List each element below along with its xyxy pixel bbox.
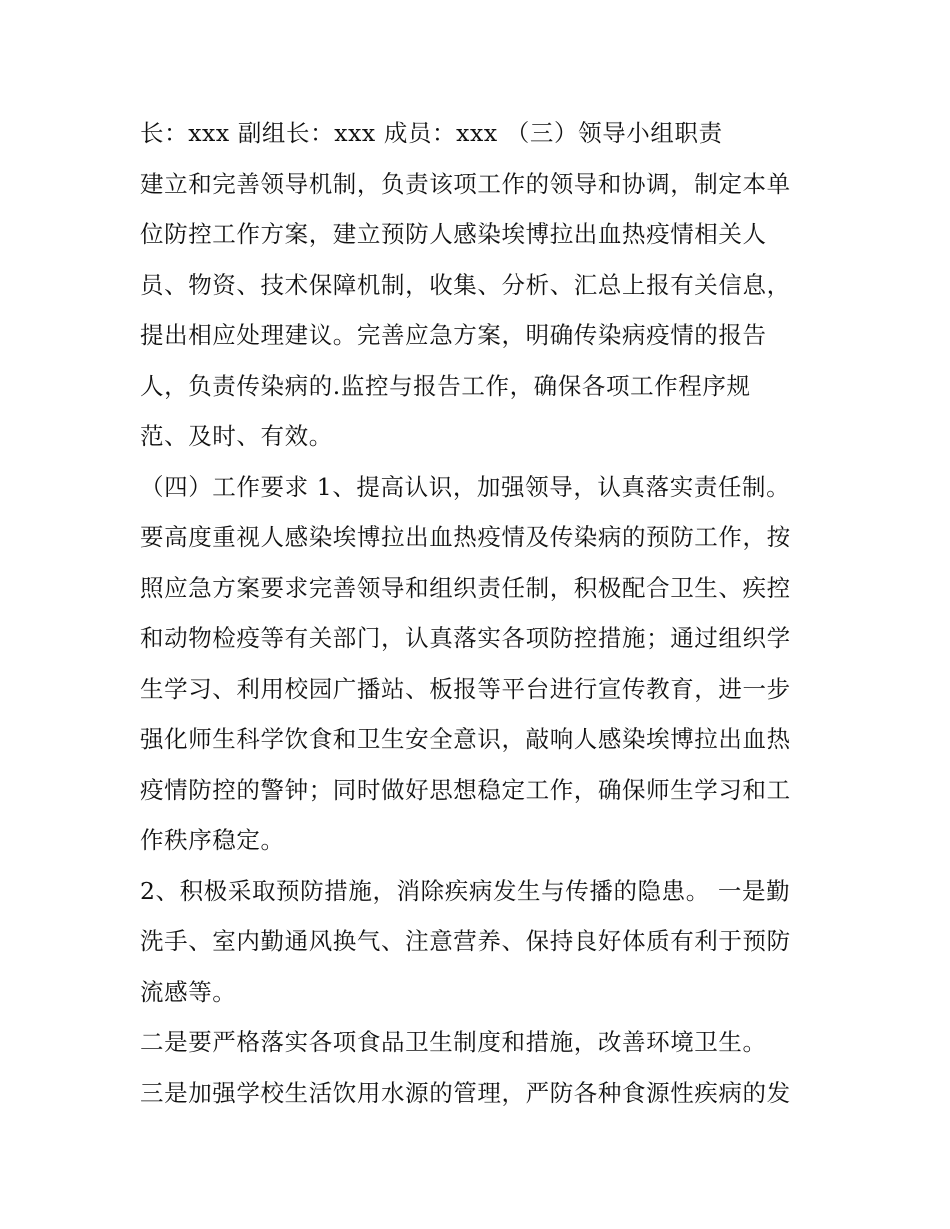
- document-body: [140, 108, 830, 1118]
- text-line: 流感等。: [140, 977, 237, 1006]
- text-line: 要高度重视人感染埃博拉出血热疫情及传染病的预防工作，按: [140, 523, 791, 551]
- text-line: 二是要严格落实各项食品卫生制度和措施，改善环境卫生。: [140, 1028, 767, 1056]
- text-line: 员、物资、技术保障机制，收集、分析、汇总上报有关信息，: [140, 270, 791, 299]
- text-line: 位防控工作方案，建立预防人感染埃博拉出血热疫情相关人: [140, 220, 767, 248]
- text-line: 照应急方案要求完善领导和组织责任制，积极配合卫生、疾控: [140, 573, 791, 602]
- text-line: 洗手、室内勤通风换气、注意营养、保持良好体质有利于预防: [140, 927, 791, 955]
- text-line: 疫情防控的警钟；同时做好思想稳定工作，确保师生学习和工: [140, 775, 791, 804]
- text-line: 作秩序稳定。: [140, 826, 285, 854]
- text-line: 人，负责传染病的.监控与报告工作，确保各项工作程序规: [140, 371, 751, 400]
- text-line: 长：xxx 副组长：xxx 成员：xxx （三）领导小组职责: [140, 119, 723, 147]
- text-line: 提出相应处理建议。完善应急方案，明确传染病疫情的报告: [140, 321, 767, 349]
- text-line: 2、积极采取预防措施，消除疾病发生与传播的隐患。 一是勤: [140, 876, 791, 905]
- text-line: 强化师生科学饮食和卫生安全意识，敲响人感染埃博拉出血热: [140, 725, 791, 753]
- text-line: 三是加强学校生活饮用水源的管理，严防各种食源性疾病的发: [140, 1078, 791, 1107]
- text-line: （四）工作要求 1、提高认识，加强领导，认真落实责任制。: [140, 472, 791, 501]
- text-line: 范、及时、有效。: [140, 422, 333, 450]
- text-line: 建立和完善领导机制，负责该项工作的领导和协调，制定本单: [140, 169, 791, 198]
- text-line: 生学习、利用校园广播站、板报等平台进行宣传教育，进一步: [140, 674, 791, 703]
- text-line: 和动物检疫等有关部门，认真落实各项防控措施；通过组织学: [140, 624, 791, 652]
